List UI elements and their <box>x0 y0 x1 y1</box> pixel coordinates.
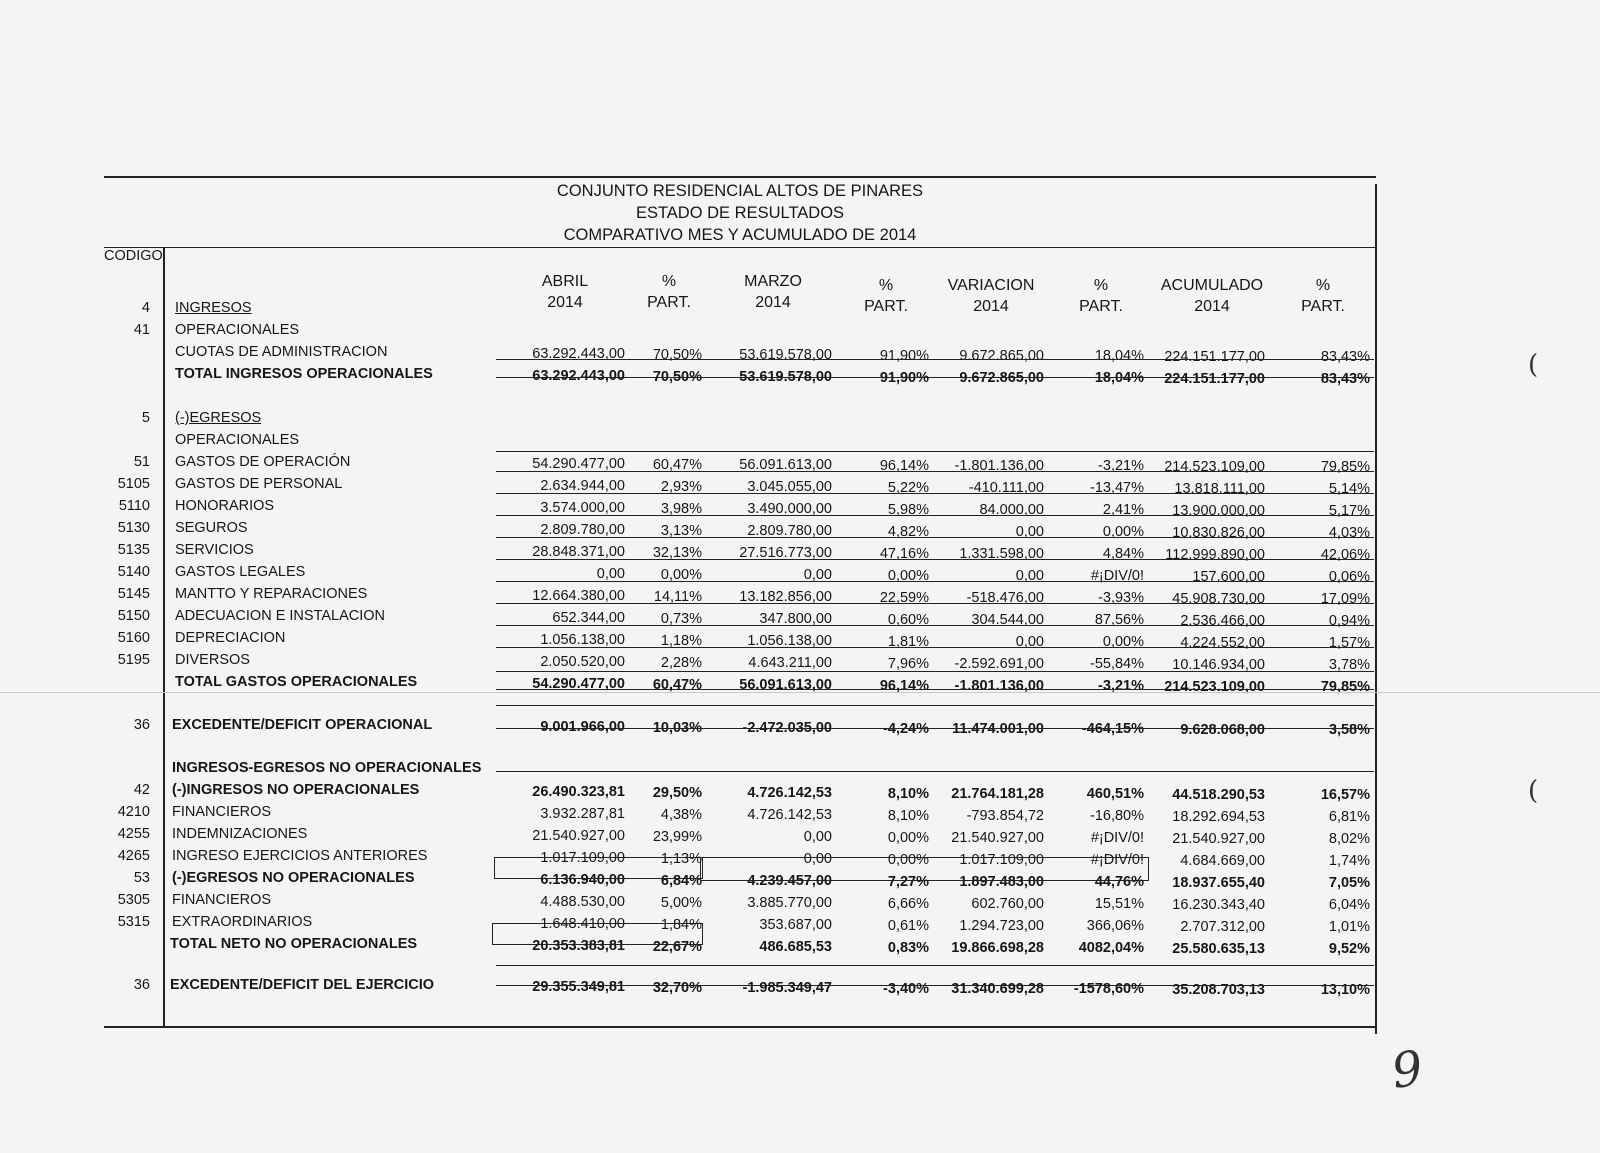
account-description: EXCEDENTE/DEFICIT OPERACIONAL <box>172 717 433 733</box>
column-header-top: MARZO <box>744 273 802 290</box>
value-cell: 29.355.349,81 <box>532 979 625 995</box>
value-cell: 6,04% <box>1328 897 1370 913</box>
column-header-top: % <box>1093 277 1109 294</box>
value-cell: 0,00 <box>803 829 832 845</box>
total-rule <box>496 603 1374 604</box>
value-cell: 19.866.698,28 <box>951 940 1044 956</box>
value-cell: 63.292.443,00 <box>532 346 625 362</box>
value-cell: 0,00 <box>803 851 832 867</box>
account-code: 5305 <box>117 892 150 908</box>
value-cell: 3,78% <box>1328 657 1370 673</box>
value-cell: 214.523.109,00 <box>1164 679 1265 695</box>
value-cell: -3,21% <box>1098 678 1144 694</box>
value-cell: 304.544,00 <box>971 612 1044 628</box>
value-cell: -3,93% <box>1098 590 1144 606</box>
value-cell: 2.809.780,00 <box>540 522 625 538</box>
value-cell: 3.490.000,00 <box>747 501 832 517</box>
value-cell: 366,06% <box>1086 918 1144 934</box>
value-cell: 6,84% <box>660 873 702 889</box>
value-cell: -3,21% <box>1098 458 1144 474</box>
value-cell: 0,61% <box>887 918 929 934</box>
column-header <box>1258 275 1388 317</box>
hole-punch-mark: ( <box>1528 350 1539 380</box>
value-cell: 83,43% <box>1320 371 1370 387</box>
value-cell: 1,57% <box>1328 635 1370 651</box>
value-cell: 1.017.109,00 <box>540 850 625 866</box>
value-cell: 18.292.694,53 <box>1172 809 1265 825</box>
account-code: 5130 <box>117 520 150 536</box>
total-rule <box>496 515 1374 516</box>
value-cell: 18.937.655,40 <box>1172 875 1265 891</box>
value-cell: 4,03% <box>1328 525 1370 541</box>
value-cell: -793.854,72 <box>966 808 1044 824</box>
value-cell: 0,60% <box>887 612 929 628</box>
account-description: OPERACIONALES <box>175 322 300 338</box>
value-cell: 1.331.598,00 <box>959 546 1044 562</box>
value-cell: 4.726.142,53 <box>747 807 832 823</box>
value-cell: 32,13% <box>652 545 702 561</box>
value-cell: 0,00% <box>887 568 929 584</box>
total-rule <box>496 647 1374 648</box>
value-cell: 3.932.287,81 <box>540 806 625 822</box>
value-cell: 0,00% <box>1102 634 1144 650</box>
value-cell: 1.017.109,00 <box>959 852 1044 868</box>
value-cell: 1,18% <box>660 633 702 649</box>
value-cell: 0,00 <box>803 567 832 583</box>
handwritten-page-number: 9 <box>1388 1040 1427 1100</box>
value-cell: -1578,60% <box>1073 981 1144 997</box>
account-description: INDEMNIZACIONES <box>172 826 308 842</box>
total-rule <box>496 689 1374 690</box>
value-cell: 460,51% <box>1086 786 1144 802</box>
account-code: 5315 <box>117 914 150 930</box>
column-header-bottom: 2014 <box>547 294 583 311</box>
value-cell: 1,81% <box>887 634 929 650</box>
value-cell: -464,15% <box>1081 721 1144 737</box>
value-cell: 28.848.371,00 <box>532 544 625 560</box>
value-cell: 5,17% <box>1328 503 1370 519</box>
value-cell: 25.580.635,13 <box>1172 941 1265 957</box>
value-cell: 486.685,53 <box>759 939 832 955</box>
total-rule <box>496 671 1374 672</box>
value-cell: 13.900.000,00 <box>1172 503 1265 519</box>
value-cell: 53.619.578,00 <box>739 369 832 385</box>
value-cell: 9.672.865,00 <box>959 370 1044 386</box>
value-cell: -1.801.136,00 <box>954 458 1044 474</box>
value-cell: 56.091.613,00 <box>739 677 832 693</box>
account-description: GASTOS DE OPERACIÓN <box>175 454 351 470</box>
value-cell: 63.292.443,00 <box>532 368 625 384</box>
value-cell: 18,04% <box>1094 370 1144 386</box>
value-cell: 2.809.780,00 <box>747 523 832 539</box>
account-code: 5195 <box>117 652 150 668</box>
column-header-top: ACUMULADO <box>1160 277 1264 294</box>
total-rule <box>496 965 1374 966</box>
value-cell: 32,70% <box>652 980 702 996</box>
value-cell: 2.634.944,00 <box>540 478 625 494</box>
column-header-top: % <box>1315 277 1331 294</box>
value-cell: 4.684.669,00 <box>1180 853 1265 869</box>
value-cell: 0,00 <box>1015 634 1044 650</box>
value-cell: 26.490.323,81 <box>532 784 625 800</box>
value-cell: 83,43% <box>1320 349 1370 365</box>
account-description: GASTOS LEGALES <box>175 564 306 580</box>
account-code: 5150 <box>117 608 150 624</box>
account-code: 4265 <box>117 848 150 864</box>
company-title: CONJUNTO RESIDENCIAL ALTOS DE PINARES <box>556 182 924 200</box>
value-cell: 1.897.483,00 <box>959 874 1044 890</box>
value-cell: -2.592.691,00 <box>954 656 1044 672</box>
column-header-bottom: PART. <box>864 298 908 315</box>
value-cell: #¡DIV/0! <box>1090 830 1144 846</box>
value-cell: -2.472.035,00 <box>742 720 832 736</box>
value-cell: 224.151.177,00 <box>1164 371 1265 387</box>
value-cell: 12.664.380,00 <box>532 588 625 604</box>
total-rule <box>496 451 1374 452</box>
value-cell: 9,52% <box>1328 941 1370 957</box>
header-divider-line <box>104 247 1376 248</box>
value-cell: 7,27% <box>887 874 929 890</box>
total-rule <box>496 359 1374 360</box>
value-cell: 47,16% <box>879 546 929 562</box>
value-cell: 29,50% <box>652 785 702 801</box>
account-description: (-)INGRESOS NO OPERACIONALES <box>172 782 420 798</box>
value-cell: 4.726.142,53 <box>747 785 832 801</box>
value-cell: 56.091.613,00 <box>739 457 832 473</box>
value-cell: 4082,04% <box>1078 940 1144 956</box>
value-cell: 70,50% <box>652 347 702 363</box>
value-cell: 602.760,00 <box>971 896 1044 912</box>
value-cell: 60,47% <box>652 457 702 473</box>
column-header-top: % <box>661 273 677 290</box>
value-cell: 21.540.927,00 <box>532 828 625 844</box>
value-cell: 0,06% <box>1328 569 1370 585</box>
frame-bottom-line <box>104 1026 1376 1028</box>
value-cell: 2.536.466,00 <box>1180 613 1265 629</box>
value-cell: 347.800,00 <box>759 611 832 627</box>
value-cell: 0,73% <box>660 611 702 627</box>
account-description: TOTAL NETO NO OPERACIONALES <box>170 936 418 952</box>
value-cell: 54.290.477,00 <box>532 676 625 692</box>
scan-crease-line <box>0 692 1600 693</box>
frame-top-line <box>104 176 1376 178</box>
value-cell: #¡DIV/0! <box>1090 852 1144 868</box>
value-cell: 16.230.343,40 <box>1172 897 1265 913</box>
value-cell: 1,74% <box>1328 853 1370 869</box>
value-cell: 0,00% <box>660 567 702 583</box>
value-cell: 0,00 <box>596 566 625 582</box>
value-cell: 2.050.520,00 <box>540 654 625 670</box>
value-cell: 0,83% <box>887 940 929 956</box>
account-description: OPERACIONALES <box>175 432 300 448</box>
value-cell: 20.353.383,81 <box>532 938 625 954</box>
total-rule <box>496 537 1374 538</box>
value-cell: 9.001.966,00 <box>540 719 625 735</box>
value-cell: 4.643.211,00 <box>748 655 832 671</box>
account-code: 5145 <box>117 586 150 602</box>
total-rule <box>496 471 1374 472</box>
value-cell: 2,28% <box>660 655 702 671</box>
account-description: EXTRAORDINARIOS <box>172 914 313 930</box>
value-cell: 1,13% <box>660 851 702 867</box>
value-cell: 11.474.001,00 <box>952 721 1044 737</box>
value-cell: 44.518.290,53 <box>1172 787 1265 803</box>
value-cell: 44,76% <box>1094 874 1144 890</box>
value-cell: -16,80% <box>1089 808 1144 824</box>
value-cell: 1,01% <box>1328 919 1370 935</box>
account-description: TOTAL INGRESOS OPERACIONALES <box>175 366 433 382</box>
codigo-header: CODIGO <box>104 248 163 264</box>
value-cell: 84.000,00 <box>979 502 1044 518</box>
value-cell: 1.056.138,00 <box>747 633 832 649</box>
value-cell: -55,84% <box>1089 656 1144 672</box>
account-description: SEGUROS <box>175 520 248 536</box>
value-cell: 45.908.730,00 <box>1172 591 1265 607</box>
account-description: DIVERSOS <box>175 652 250 668</box>
account-description: DEPRECIACION <box>175 630 286 646</box>
value-cell: 6.136.940,00 <box>540 872 625 888</box>
value-cell: 3,13% <box>660 523 702 539</box>
value-cell: -1.985.349,47 <box>742 980 832 996</box>
value-cell: 27.516.773,00 <box>739 545 832 561</box>
column-header-bottom: PART. <box>1301 298 1345 315</box>
value-cell: 91,90% <box>879 348 929 364</box>
value-cell: 22,59% <box>879 590 929 606</box>
column-header <box>708 271 838 313</box>
account-description: INGRESOS-EGRESOS NO OPERACIONALES <box>172 760 482 776</box>
column-header-bottom: 2014 <box>1194 298 1230 315</box>
account-description: INGRESOS <box>175 300 252 316</box>
value-cell: 3,98% <box>660 501 702 517</box>
account-code: 36 <box>133 717 150 733</box>
highlight-box <box>492 923 703 945</box>
account-description: FINANCIEROS <box>172 892 272 908</box>
value-cell: 79,85% <box>1320 679 1370 695</box>
value-cell: 1.294.723,00 <box>959 918 1044 934</box>
value-cell: 31.340.699,28 <box>951 981 1044 997</box>
codigo-column-divider <box>163 247 165 1027</box>
value-cell: 87,56% <box>1094 612 1144 628</box>
account-code: 41 <box>133 322 150 338</box>
total-rule <box>496 559 1374 560</box>
value-cell: 8,10% <box>887 808 929 824</box>
column-header-bottom: PART. <box>1079 298 1123 315</box>
value-cell: 10.830.826,00 <box>1172 525 1265 541</box>
value-cell: 13.818.111,00 <box>1174 481 1265 497</box>
value-cell: 0,94% <box>1328 613 1370 629</box>
value-cell: 6,66% <box>887 896 929 912</box>
account-code: 5 <box>141 410 150 426</box>
account-description: MANTTO Y REPARACIONES <box>175 586 368 602</box>
value-cell: 9.672.865,00 <box>959 348 1044 364</box>
account-description: ADECUACION E INSTALACION <box>175 608 386 624</box>
value-cell: #¡DIV/0! <box>1090 568 1144 584</box>
value-cell: 0,00% <box>887 852 929 868</box>
value-cell: 14,11% <box>653 589 702 605</box>
total-rule <box>496 771 1374 772</box>
value-cell: 4.488.530,00 <box>540 894 625 910</box>
value-cell: 214.523.109,00 <box>1164 459 1265 475</box>
value-cell: -410.111,00 <box>968 480 1044 496</box>
total-rule <box>496 377 1374 378</box>
total-rule <box>496 581 1374 582</box>
hole-punch-mark: ( <box>1528 776 1539 806</box>
account-description: (-)EGRESOS <box>175 410 262 426</box>
value-cell: 3.574.000,00 <box>540 500 625 516</box>
value-cell: 17,09% <box>1320 591 1370 607</box>
value-cell: 96,14% <box>879 458 929 474</box>
value-cell: 1.648.410,00 <box>540 916 625 932</box>
column-header-top: VARIACION <box>947 277 1035 294</box>
value-cell: 2.707.312,00 <box>1180 919 1265 935</box>
value-cell: 2,41% <box>1102 502 1144 518</box>
value-cell: 96,14% <box>879 678 929 694</box>
value-cell: 42,06% <box>1320 547 1370 563</box>
value-cell: -3,40% <box>883 981 929 997</box>
value-cell: 4.239.457,00 <box>747 873 832 889</box>
total-rule <box>496 625 1374 626</box>
account-description: SERVICIOS <box>175 542 254 558</box>
total-rule <box>496 728 1374 729</box>
column-header-bottom: 2014 <box>755 294 791 311</box>
value-cell: 13.182.856,00 <box>739 589 832 605</box>
account-code: 51 <box>133 454 150 470</box>
account-code: 4210 <box>117 804 150 820</box>
value-cell: 16,57% <box>1320 787 1370 803</box>
value-cell: 8,02% <box>1328 831 1370 847</box>
value-cell: 0,00 <box>1015 568 1044 584</box>
value-cell: 18,04% <box>1094 348 1144 364</box>
value-cell: 21.540.927,00 <box>1172 831 1265 847</box>
total-rule <box>496 493 1374 494</box>
value-cell: 112.999.890,00 <box>1165 547 1265 563</box>
account-code: 5140 <box>117 564 150 580</box>
total-rule <box>496 985 1374 986</box>
value-cell: -1.801.136,00 <box>954 678 1044 694</box>
report-title: ESTADO DE RESULTADOS <box>635 204 845 222</box>
highlight-box <box>494 857 703 879</box>
value-cell: 53.619.578,00 <box>739 347 832 363</box>
column-header-top: % <box>878 277 894 294</box>
column-header-bottom: 2014 <box>973 298 1009 315</box>
value-cell: 4.224.552,00 <box>1180 635 1265 651</box>
highlight-box <box>700 857 1149 881</box>
column-header-top: ABRIL <box>541 273 589 290</box>
value-cell: 4,84% <box>1102 546 1144 562</box>
value-cell: 353.687,00 <box>759 917 832 933</box>
value-cell: 5,00% <box>660 895 702 911</box>
value-cell: 8,10% <box>887 786 929 802</box>
account-description: EXCEDENTE/DEFICIT DEL EJERCICIO <box>170 977 434 993</box>
value-cell: 5,14% <box>1328 481 1370 497</box>
value-cell: 0,00 <box>1015 524 1044 540</box>
value-cell: 10.146.934,00 <box>1172 657 1265 673</box>
value-cell: 3.885.770,00 <box>747 895 832 911</box>
account-description: GASTOS DE PERSONAL <box>175 476 343 492</box>
account-code: 5135 <box>117 542 150 558</box>
value-cell: 3.045.055,00 <box>747 479 832 495</box>
value-cell: 7,96% <box>887 656 929 672</box>
value-cell: 1.056.138,00 <box>540 632 625 648</box>
value-cell: 79,85% <box>1320 459 1370 475</box>
account-code: 42 <box>133 782 150 798</box>
value-cell: 13,10% <box>1320 982 1370 998</box>
value-cell: 652.344,00 <box>552 610 625 626</box>
value-cell: 7,05% <box>1328 875 1370 891</box>
account-code: 4 <box>141 300 150 316</box>
value-cell: 0,00% <box>887 830 929 846</box>
value-cell: 5,22% <box>887 480 929 496</box>
value-cell: -4,24% <box>883 721 929 737</box>
value-cell: 157.600,00 <box>1192 569 1265 585</box>
value-cell: 224.151.177,00 <box>1164 349 1265 365</box>
value-cell: 54.290.477,00 <box>532 456 625 472</box>
value-cell: 70,50% <box>652 369 702 385</box>
account-description: CUOTAS DE ADMINISTRACION <box>175 344 388 360</box>
value-cell: 91,90% <box>879 370 929 386</box>
report-subtitle: COMPARATIVO MES Y ACUMULADO DE 2014 <box>563 226 917 244</box>
account-description: TOTAL GASTOS OPERACIONALES <box>175 674 418 690</box>
value-cell: 35.208.703,13 <box>1172 982 1265 998</box>
account-code: 5105 <box>117 476 150 492</box>
value-cell: 0,00% <box>1102 524 1144 540</box>
account-code: 53 <box>133 870 150 886</box>
value-cell: 21.540.927,00 <box>951 830 1044 846</box>
value-cell: 1,84% <box>660 917 702 933</box>
value-cell: 4,38% <box>660 807 702 823</box>
account-code: 5160 <box>117 630 150 646</box>
value-cell: 60,47% <box>652 677 702 693</box>
value-cell: 22,67% <box>652 939 702 955</box>
value-cell: 9.628.068,00 <box>1180 722 1265 738</box>
value-cell: 6,81% <box>1328 809 1370 825</box>
value-cell: 4,82% <box>887 524 929 540</box>
value-cell: 5,98% <box>887 502 929 518</box>
total-rule <box>496 705 1374 706</box>
value-cell: 3,58% <box>1328 722 1370 738</box>
value-cell: 23,99% <box>652 829 702 845</box>
value-cell: 15,51% <box>1094 896 1144 912</box>
account-code: 4255 <box>117 826 150 842</box>
account-description: HONORARIOS <box>175 498 275 514</box>
value-cell: -13,47% <box>1089 480 1144 496</box>
account-description: INGRESO EJERCICIOS ANTERIORES <box>172 848 428 864</box>
value-cell: -518.476,00 <box>966 590 1044 606</box>
value-cell: 2,93% <box>660 479 702 495</box>
column-header-bottom: PART. <box>647 294 691 311</box>
value-cell: 10,03% <box>652 720 702 736</box>
account-description: FINANCIEROS <box>172 804 272 820</box>
account-code: 5110 <box>118 498 150 514</box>
account-description: (-)EGRESOS NO OPERACIONALES <box>172 870 415 886</box>
value-cell: 21.764.181,28 <box>951 786 1044 802</box>
account-code: 36 <box>133 977 150 993</box>
